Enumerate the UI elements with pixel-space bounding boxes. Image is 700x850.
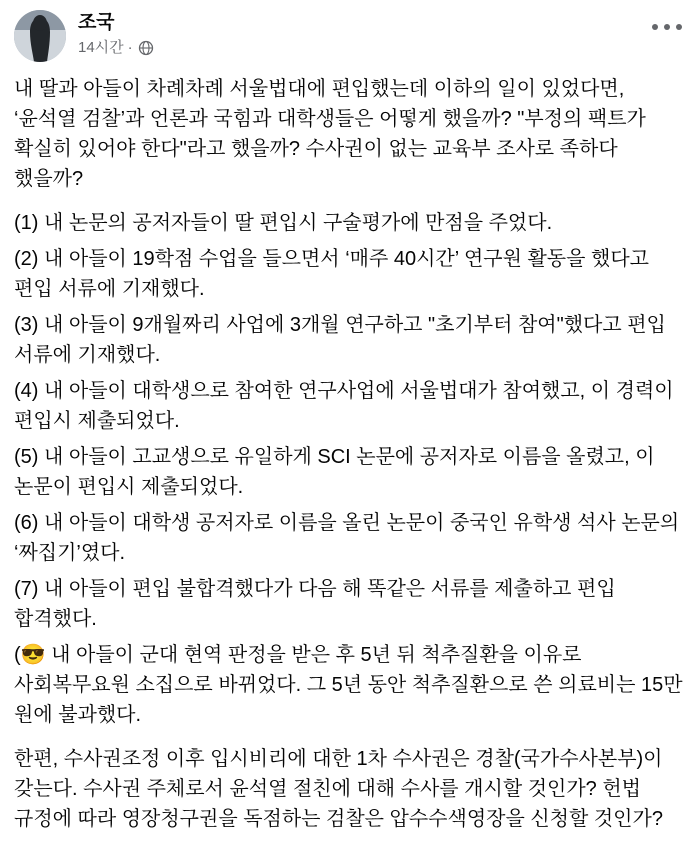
post-paragraph: (6) 내 아들이 대학생 공저자로 이름을 올린 논문이 중국인 유학생 석사 논문의 ‘짜집기’였다. (14, 512, 685, 564)
post-paragraph: (1) 내 논문의 공저자들이 딸 편입시 구술평가에 만점을 주었다. (14, 212, 553, 234)
post-paragraph: 내 딸과 아들이 차례차례 서울법대에 편입했는데 이하의 일이 있었다면, ‘윤석열 검찰’과 언론과 국힘과 대학생들은 어떻게 했을까? "부정의 팩트가 확실히 있어야 한다"라고 했을까? 수사권이 없는 교육부 조사로 족하다 했을까? (14, 78, 652, 190)
post-header (0, 0, 700, 68)
post-paragraph: 한편, 수사권조정 이후 입시비리에 대한 1차 수사권은 경찰(국가수사본부)이 갖는다. 수사권 주체로서 윤석열 절친에 대해 수사를 개시할 것인가? 헌법 규정에 따라 영장청구권을 독점하는 검찰은 압수수색영장을 신청할 것인가? (14, 748, 669, 830)
post-paragraph: (4) 내 아들이 대학생으로 참여한 연구사업에 서울법대가 참여했고, 이 경력이 편입시 제출되었다. (14, 380, 680, 432)
more-options-icon[interactable] (652, 16, 682, 38)
post-meta (78, 39, 154, 56)
post-paragraph: (7) 내 아들이 편입 불합격했다가 다음 해 똑같은 서류를 제출하고 편입 합격했다. (14, 578, 622, 630)
meta-separator: · (127, 39, 133, 56)
post-paragraph: (😎 내 아들이 군대 현역 판정을 받은 후 5년 뒤 척추질환을 이유로 사회복무요원 소집으로 바뀌었다. 그 5년 동안 척추질환으로 쓴 의료비는 15만 원에 불과했다. (14, 644, 689, 726)
post-timestamp[interactable]: 14시간 (78, 39, 124, 56)
post-paragraph: (5) 내 아들이 고교생으로 유일하게 SCI 논문에 공저자로 이름을 올렸고, 이 논문이 편입시 제출되었다. (14, 446, 661, 498)
post-paragraph: (2) 내 아들이 19학점 수업을 들으면서 ‘매주 40시간’ 연구원 활동을 했다고 편입 서류에 기재했다. (14, 248, 655, 300)
post-paragraph: (3) 내 아들이 9개월짜리 사업에 3개월 연구하고 "초기부터 참여"했다고 편입 서류에 기재했다. (14, 314, 672, 366)
profile-avatar-image (14, 10, 66, 62)
post-header-text (78, 10, 154, 56)
globe-icon[interactable] (138, 40, 154, 56)
author-name[interactable]: 조국 (78, 12, 115, 33)
avatar[interactable] (14, 10, 66, 62)
post-body (0, 68, 700, 850)
